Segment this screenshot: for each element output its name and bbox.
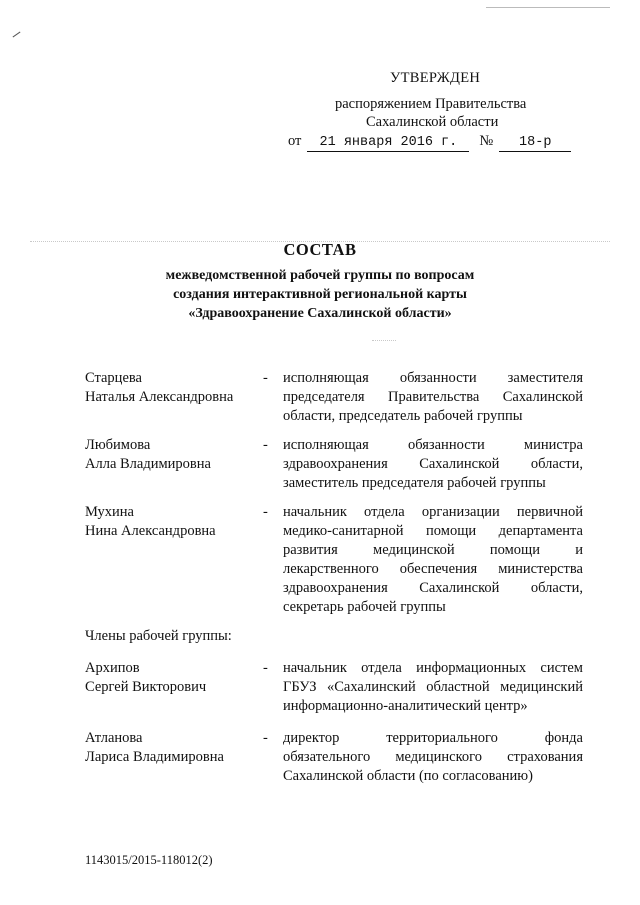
- scan-artifact-line: [486, 7, 610, 8]
- entry-dash: -: [263, 660, 268, 676]
- member-given-names: Нина Александровна: [85, 523, 216, 539]
- member-role: начальник отдела организации первичной медико-санитарной помощи департамента развития медицинской помощи и лекарственного обеспечения министерства здравоохранения Сахалинской области, секретарь рабочей группы: [283, 504, 583, 615]
- entry-dash: -: [263, 437, 268, 453]
- member-role: исполняющая обязанности заместителя председателя Правительства Сахалинской области, председатель рабочей группы: [283, 370, 583, 424]
- members-label: Члены рабочей группы:: [85, 628, 232, 644]
- member-name: [85, 659, 260, 697]
- number-sign: №: [479, 133, 494, 149]
- scan-artifact-mark: [13, 32, 21, 38]
- member-role: директор территориального фонда обязательного медицинского страхования Сахалинской области (по согласованию): [283, 730, 583, 784]
- subtitle-line: «Здравоохранение Сахалинской области»: [188, 306, 452, 321]
- member-name: [85, 503, 260, 541]
- document-code: 1143015/2015-118012(2): [85, 853, 213, 867]
- date-prefix: от: [288, 133, 302, 149]
- member-surname: Архипов: [85, 660, 140, 676]
- entry-dash: -: [263, 504, 268, 520]
- member-surname: Любимова: [85, 437, 151, 453]
- member-surname: Старцева: [85, 370, 142, 386]
- member-role: начальник отдела информационных систем ГБУЗ «Сахалинский областной медицинский информационно-аналитический центр»: [283, 660, 583, 714]
- member-name: [85, 369, 260, 407]
- approval-region: Сахалинской области: [366, 114, 499, 130]
- subtitle-line: межведомственной рабочей группы по вопросам: [165, 268, 475, 283]
- approval-date-line: [288, 133, 571, 152]
- member-name: [85, 729, 260, 767]
- document-subtitle: [120, 266, 520, 323]
- scan-dotted-mark: [372, 340, 396, 341]
- member-given-names: Сергей Викторович: [85, 679, 207, 695]
- member-surname: Мухина: [85, 504, 134, 520]
- approval-title: УТВЕРЖДЕН: [390, 70, 481, 86]
- entry-dash: -: [263, 370, 268, 386]
- approval-date-value: 21 января 2016 г.: [307, 135, 469, 152]
- approval-issuer: распоряжением Правительства: [335, 96, 527, 112]
- member-name: [85, 436, 260, 474]
- member-role: исполняющая обязанности министра здравоохранения Сахалинской области, заместитель председателя рабочей группы: [283, 437, 583, 491]
- member-given-names: Наталья Александровна: [85, 389, 234, 405]
- subtitle-line: создания интерактивной региональной карты: [173, 287, 467, 302]
- member-given-names: Лариса Владимировна: [85, 749, 224, 765]
- entry-dash: -: [263, 730, 268, 746]
- member-surname: Атланова: [85, 730, 143, 746]
- approval-number-value: 18-р: [499, 135, 571, 152]
- document-title: СОСТАВ: [283, 240, 357, 259]
- member-given-names: Алла Владимировна: [85, 456, 211, 472]
